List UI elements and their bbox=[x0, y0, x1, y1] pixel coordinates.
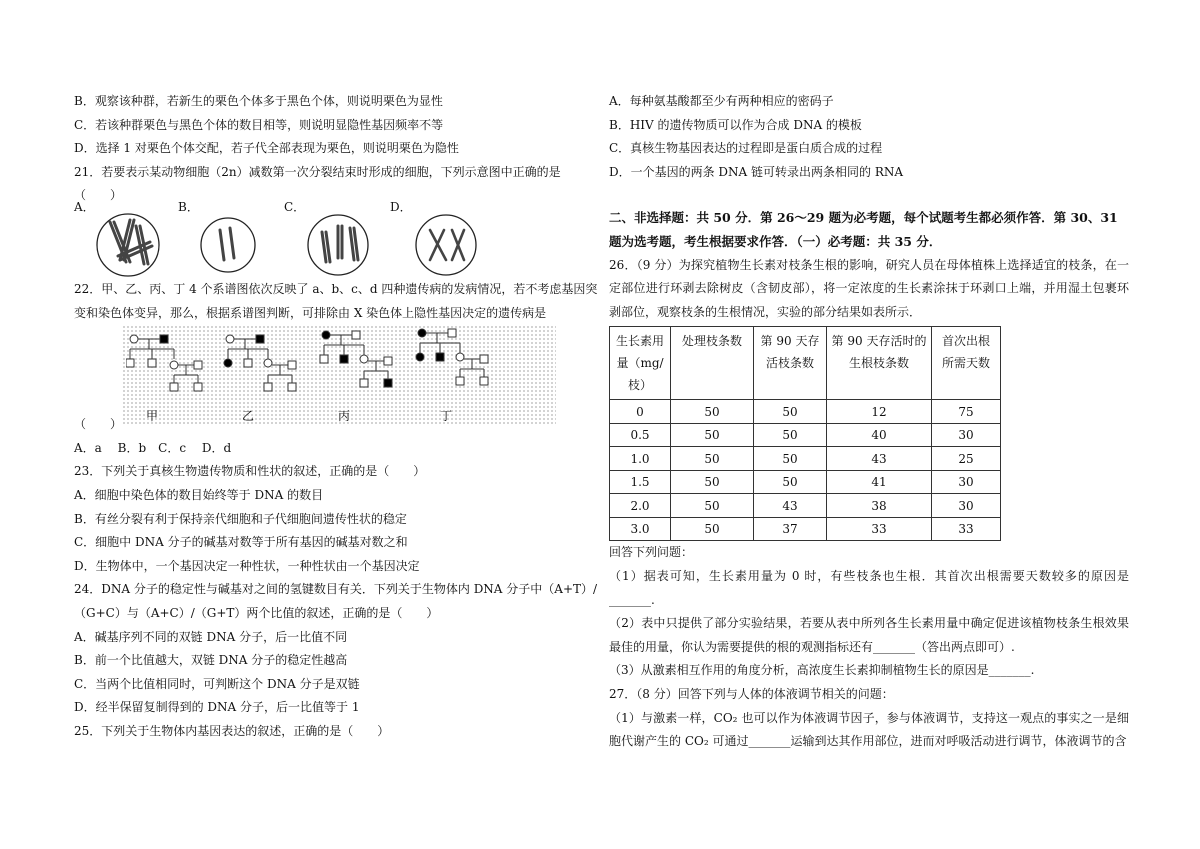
pedigree-bing bbox=[318, 325, 418, 409]
q26-intro: 26．（9 分）为探究植物生长素对枝条生根的影响，研究人员在母体植株上选择适宜的枝条，在一定部位进行环剥去除树皮（含韧皮部），将一定浓度的生长素涂抹于环剥口上端，并用湿土包裹环剥部位，观察枝条的生根情况，实验的部分结果如表所示． bbox=[609, 257, 1129, 319]
pedigree-jia bbox=[126, 325, 226, 409]
q21-cell-diagrams bbox=[74, 199, 594, 278]
table-header-row bbox=[610, 327, 1001, 400]
q24-stem-line1: 24．DNA 分子的稳定性与碱基对之间的氢键数目有关．下列关于生物体内 DNA 分子中（A+T）/ bbox=[74, 582, 598, 597]
q25-option-c: C．真核生物基因表达的过程即是蛋白质合成的过程 bbox=[609, 141, 883, 156]
q23-stem: 23．下列关于真核生物遗传物质和性状的叙述，正确的是（ ） bbox=[74, 464, 426, 479]
cell-diagram-d bbox=[390, 212, 480, 278]
q27-stem: 27．（8 分）回答下列与人体的体液调节相关的问题： bbox=[609, 686, 894, 701]
right-column bbox=[609, 90, 1129, 754]
q26-sub3: （3）从激素相互作用的角度分析，高浓度生长素抑制植物生长的原因是_______. bbox=[609, 663, 1035, 678]
q26-sub1: （1）据表可知，生长素用量为 0 时，有些枝条也生根．其首次出根需要天数较多的原因是_______. bbox=[609, 568, 1129, 607]
q25-stem: 25．下列关于生物体内基因表达的叙述，正确的是（ ） bbox=[74, 723, 390, 738]
q23-option-c: C．细胞中 DNA 分子的碱基对数等于所有基因的碱基对数之和 bbox=[74, 535, 408, 550]
table-row: 1.5 50 50 41 30 bbox=[610, 470, 1001, 494]
q24-option-d: D．经半保留复制得到的 DNA 分子，后一比值等于 1 bbox=[74, 700, 360, 715]
q25-option-b: B．HIV 的遗传物质可以作为合成 DNA 的模板 bbox=[609, 117, 862, 132]
q21-blank: （ ） bbox=[74, 188, 123, 203]
cell-diagram-c bbox=[284, 212, 374, 278]
table-row: 0.5 50 50 40 30 bbox=[610, 423, 1001, 447]
table-row: 0 50 50 12 75 bbox=[610, 400, 1001, 424]
table-row: 3.0 50 37 33 33 bbox=[610, 517, 1001, 541]
q26-table bbox=[609, 326, 1001, 541]
q27-sub1: （1）与激素一样，CO₂ 也可以作为体液调节因子，参与体液调节，支持这一观点的事实之一是细胞代谢产生的 CO₂ 可通过_______运输到达其作用部位，进而对呼吸活动进行调节，体液调节的含 bbox=[609, 710, 1129, 749]
left-column bbox=[74, 90, 598, 743]
table-header-cell: 第 90 天存活时的 生根枝条数 bbox=[827, 327, 932, 400]
pedigree-label-yi: 乙 bbox=[242, 409, 255, 424]
cell-diagram-a bbox=[74, 212, 164, 278]
pedigree-label-bing: 丙 bbox=[338, 409, 351, 424]
q22-stem-line2: 变和染色体变异，那么，根据系谱图判断，可排除由 X 染色体上隐性基因决定的遗传病是 bbox=[74, 305, 547, 320]
table-header-cell: 处理枝条数 bbox=[671, 327, 754, 400]
q21-label-c: C． bbox=[284, 199, 306, 214]
q23-option-d: D．生物体中，一个基因决定一种性状，一种性状由一个基因决定 bbox=[74, 558, 420, 573]
q20-option-c: C．若该种群栗色与黑色个体的数目相等，则说明显隐性基因频率不等 bbox=[74, 117, 444, 132]
q24-option-c: C．当两个比值相同时，可判断这个 DNA 分子是双链 bbox=[74, 676, 360, 691]
q26-sub2: （2）表中只提供了部分实验结果，若要从表中所列各生长素用量中确定促进该植物枝条生根效果最佳的用量，你认为需要提供的根的观测指标还有_______（答出两点即可）. bbox=[609, 616, 1129, 654]
q25-option-a: A．每种氨基酸都至少有两种相应的密码子 bbox=[609, 94, 834, 108]
q21-label-b: B． bbox=[178, 199, 199, 214]
q23-option-a: A．细胞中染色体的数目始终等于 DNA 的数目 bbox=[74, 487, 324, 502]
table-header-cell: 首次出根 所需天数 bbox=[932, 327, 1001, 400]
q25-option-d: D．一个基因的两条 DNA 链可转录出两条相同的 RNA bbox=[609, 164, 904, 179]
q20-option-d: D．选择 1 对栗色个体交配，若子代全部表现为栗色，则说明栗色为隐性 bbox=[74, 141, 459, 156]
table-row: 1.0 50 50 43 25 bbox=[610, 447, 1001, 471]
q24-option-b: B．前一个比值越大，双链 DNA 分子的稳定性越高 bbox=[74, 653, 348, 668]
q22-stem-line1: 22．甲、乙、丙、丁 4 个系谱图依次反映了 a、b、c、d 四种遗传病的发病情况，若不考虑基因突 bbox=[74, 281, 598, 296]
cell-diagram-b bbox=[178, 212, 258, 278]
pedigree-label-ding: 丁 bbox=[440, 409, 453, 424]
q22-options: A．a B．b C．c D．d bbox=[74, 440, 232, 455]
section-heading: 二、非选择题：共 50 分．第 26～29 题为必考题，每个试题考生都必须作答．第 30、31 题为选考题，考生根据要求作答．（一）必考题：共 35 分． bbox=[609, 210, 1118, 249]
q24-stem-line2: （G+C）与（A+C）/（G+T）两个比值的叙述，正确的是（ ） bbox=[74, 605, 439, 620]
q26-answer-prompt: 回答下列问题： bbox=[609, 545, 694, 560]
table-header-cell: 第 90 天存 活枝条数 bbox=[754, 327, 827, 400]
q22-pedigree-figure bbox=[122, 325, 556, 425]
q20-option-b: B．观察该种群，若新生的栗色个体多于黑色个体，则说明栗色为显性 bbox=[74, 94, 443, 108]
table-header-cell: 生长素用 量（mg/ 枝） bbox=[610, 327, 671, 400]
q21-label-a: A． bbox=[74, 199, 95, 214]
pedigree-ding bbox=[414, 325, 514, 409]
pedigree-label-jia: 甲 bbox=[146, 409, 159, 424]
q21-label-d: D． bbox=[390, 199, 412, 214]
q23-option-b: B．有丝分裂有利于保持亲代细胞和子代细胞间遗传性状的稳定 bbox=[74, 511, 407, 526]
q21-stem: 21．若要表示某动物细胞（2n）减数第一次分裂结束时形成的细胞，下列示意图中正确的是 bbox=[74, 164, 561, 179]
q22-blank: （ ） bbox=[74, 417, 123, 432]
q24-option-a: A．碱基序列不同的双链 DNA 分子，后一比值不同 bbox=[74, 629, 348, 644]
pedigree-yi bbox=[222, 325, 322, 409]
table-row: 2.0 50 43 38 30 bbox=[610, 494, 1001, 518]
